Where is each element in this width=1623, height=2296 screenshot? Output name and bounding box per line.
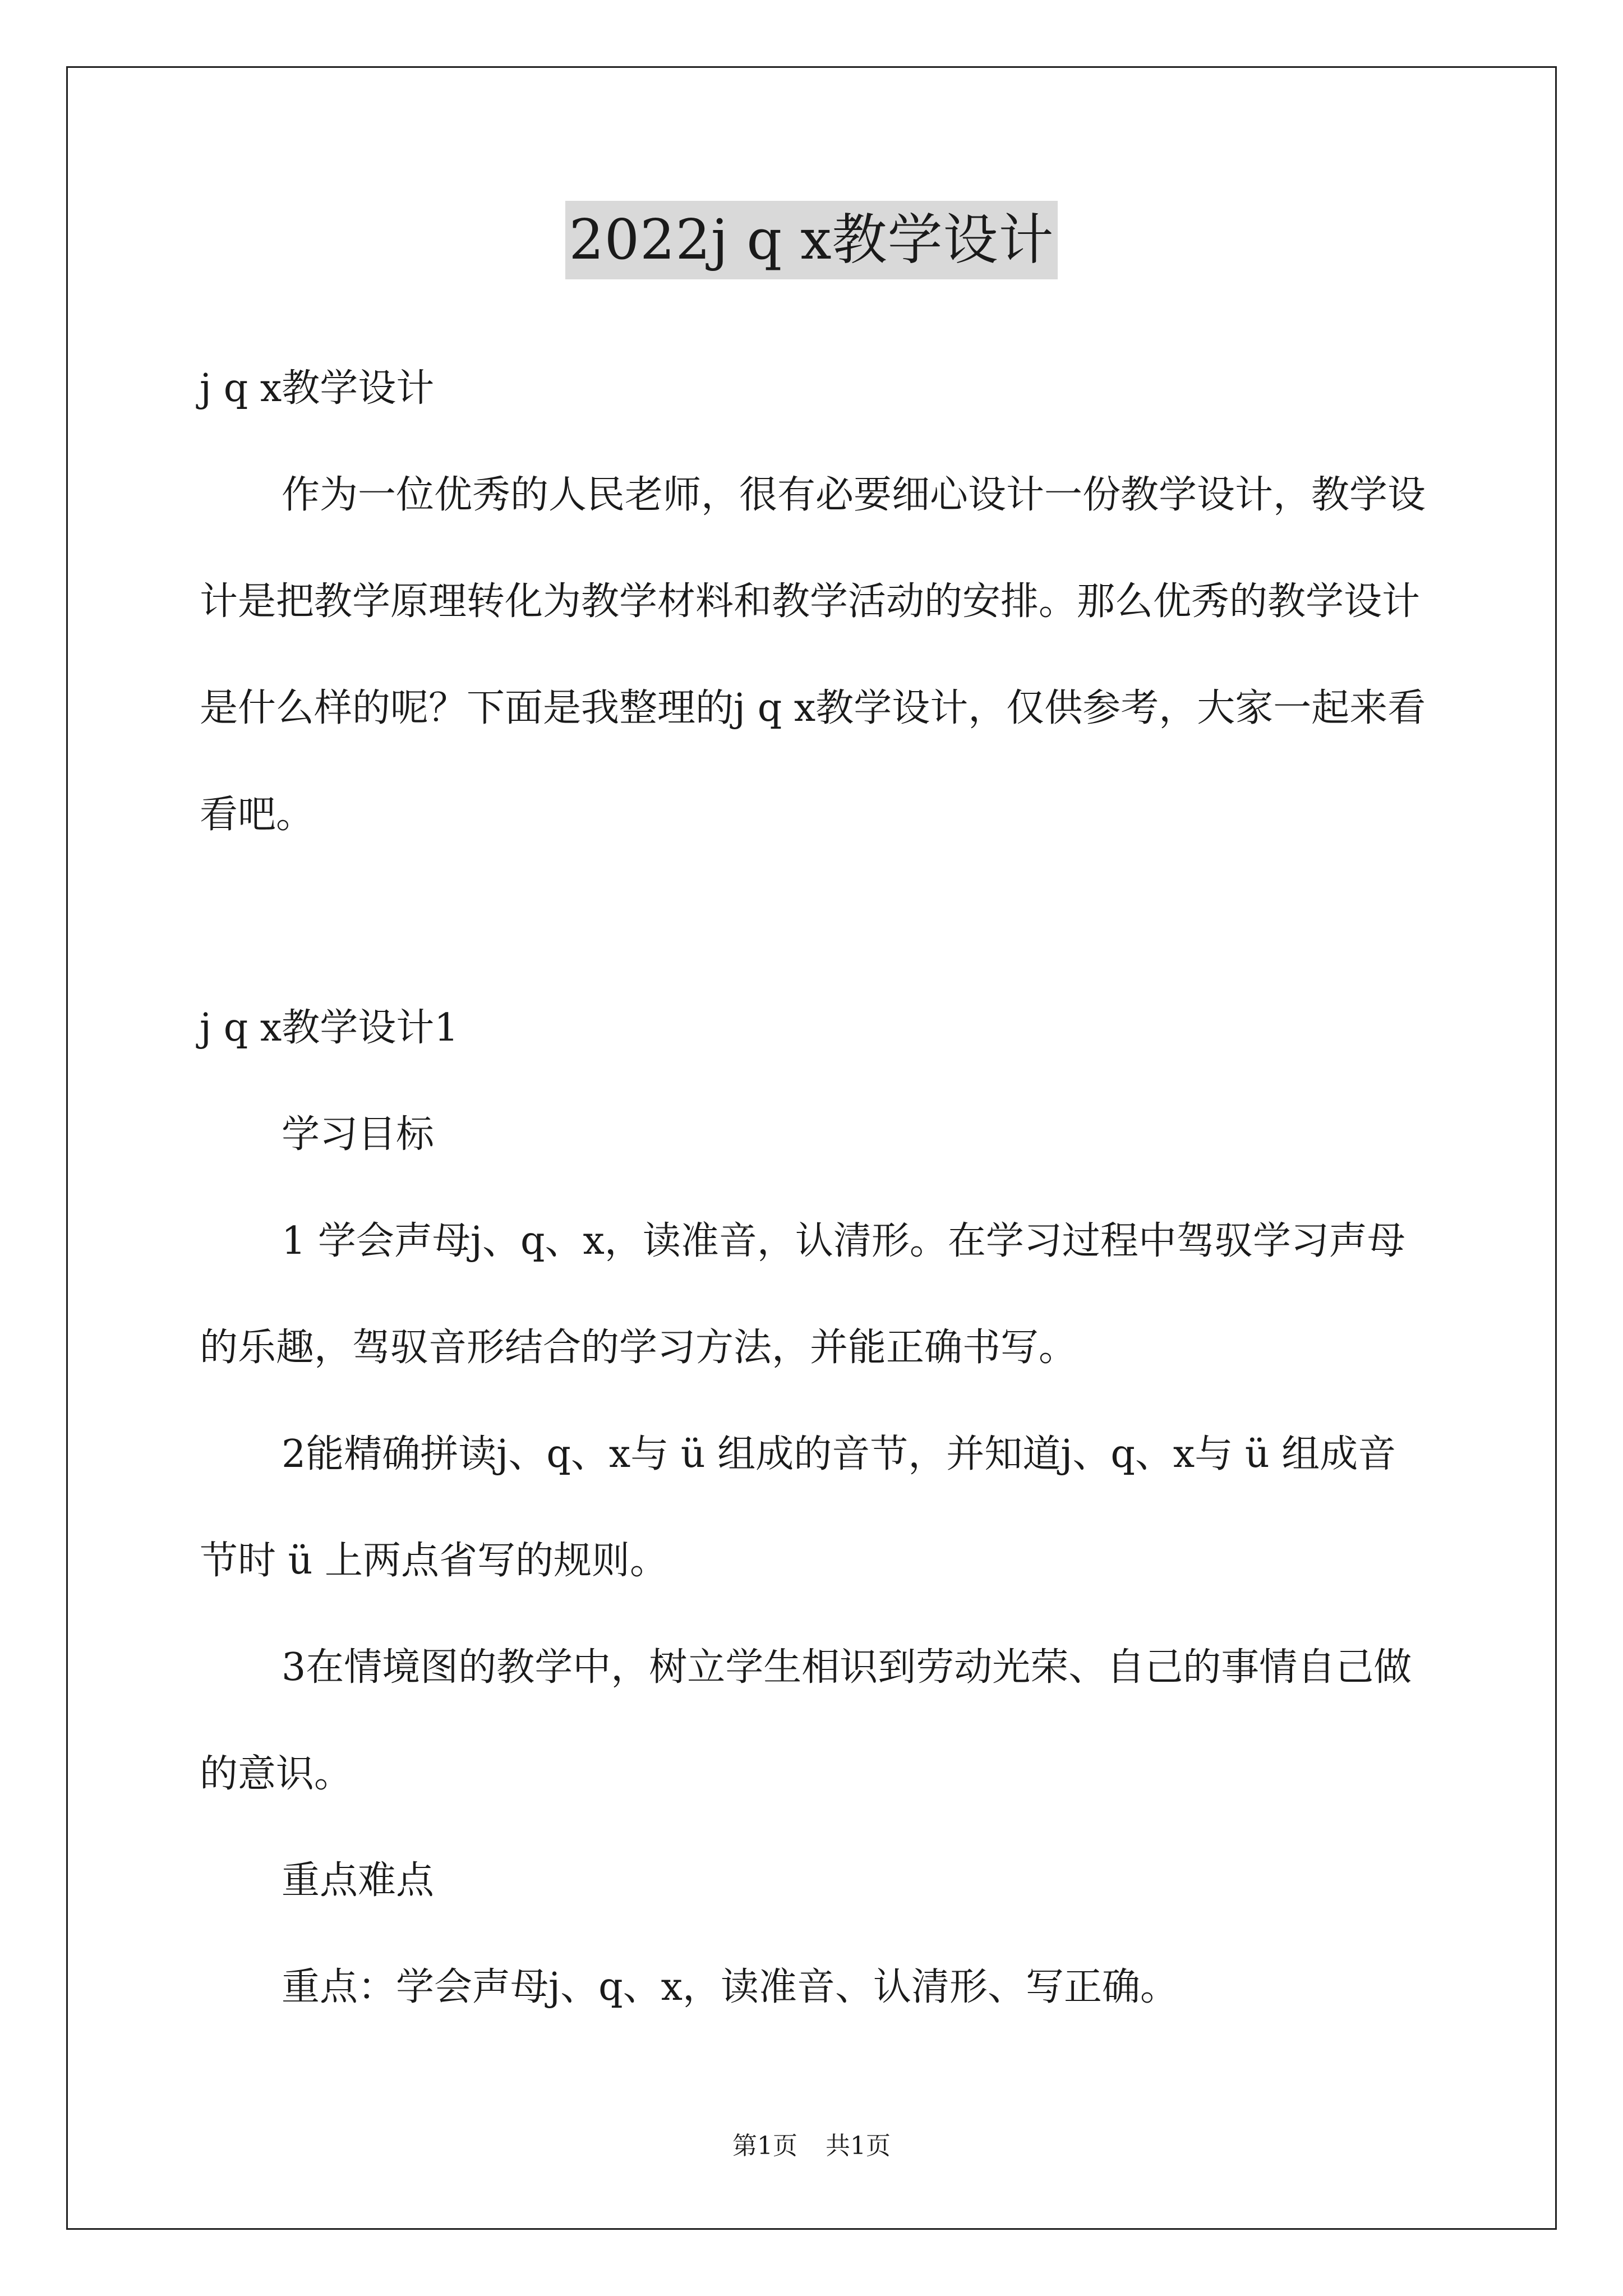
spacer (200, 868, 1428, 975)
page-number: 第1页 (732, 2132, 797, 2160)
key-point-item: 重点：学会声母j、q、x，读准音、认清形、写正确。 (282, 1965, 1178, 2009)
document-title: 2022j q x教学设计 (565, 201, 1057, 279)
goal-item-1: 1 学会声母j、q、x，读准音，认清形。在学习过程中驾驭学习声母的乐趣，驾驭音形结合的学习方法，并能正确书写。 (200, 1219, 1405, 1370)
section-heading: j q x教学设计 (200, 366, 435, 411)
page-total: 共1页 (826, 2132, 891, 2160)
page-footer (0, 2129, 1623, 2163)
title-container (0, 201, 1623, 279)
learning-goals-heading: 学习目标 (282, 1112, 435, 1157)
goal-item-2: 2能精确拼读j、q、x与 ü 组成的音节，并知道j、q、x与 ü 组成音节时 ü 上两点省写的规则。 (200, 1432, 1396, 1583)
key-points-heading: 重点难点 (282, 1858, 435, 1903)
subsection-heading: j q x教学设计1 (200, 1006, 459, 1050)
document-body (200, 335, 1428, 2041)
goal-item-3: 3在情境图的教学中，树立学生相识到劳动光荣、自己的事情自己做的意识。 (200, 1645, 1412, 1796)
intro-paragraph: 作为一位优秀的人民老师，很有必要细心设计一份教学设计，教学设计是把教学原理转化为教学材料和教学活动的安排。那么优秀的教学设计是什么样的呢？下面是我整理的j q x教学设计，仅供参考，大家一起来看看吧。 (200, 473, 1426, 837)
